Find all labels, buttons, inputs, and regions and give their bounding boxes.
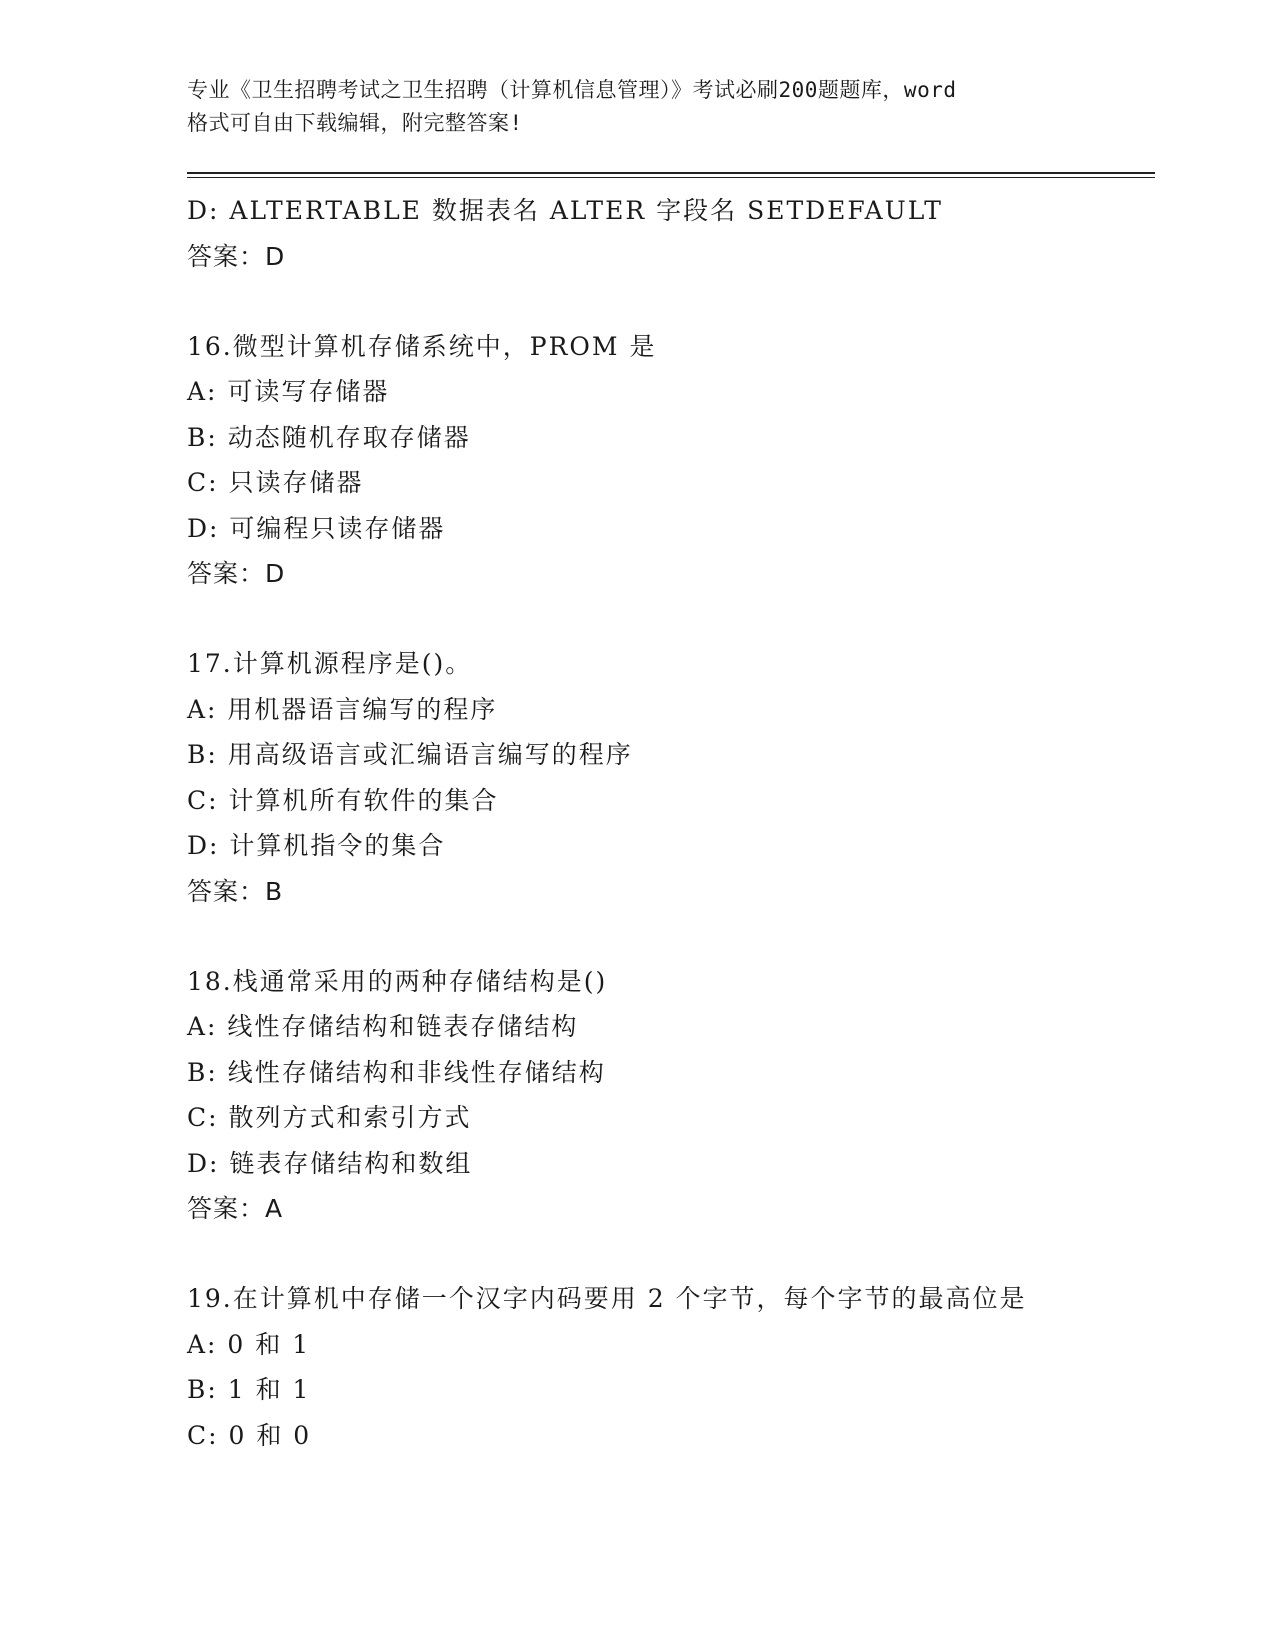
header-divider-thick — [187, 172, 1155, 174]
option-a: A: 线性存储结构和链表存储结构 — [187, 1012, 579, 1041]
question-stem: 18.栈通常采用的两种存储结构是() — [187, 966, 608, 996]
header-divider-thin — [187, 177, 1155, 178]
option-c: C: 散列方式和索引方式 — [187, 1103, 472, 1132]
option-c: C: 计算机所有软件的集合 — [187, 785, 499, 815]
answer-line: 答案：A — [187, 1194, 284, 1223]
option-a: A: 用机器语言编写的程序 — [187, 694, 498, 724]
option-b: B: 1 和 1 — [187, 1375, 311, 1404]
option-b: B: 线性存储结构和非线性存储结构 — [187, 1057, 606, 1087]
question-list — [187, 188, 1147, 1458]
question-block-16 — [187, 324, 1147, 598]
answer-line: 答案：D — [187, 241, 286, 271]
option-c: C: 0 和 0 — [187, 1420, 312, 1450]
answer-line: 答案：D — [187, 559, 286, 588]
option-d: D: 链表存储结构和数组 — [187, 1148, 473, 1178]
option-b: B: 动态随机存取存储器 — [187, 422, 471, 452]
option-c: C: 只读存储器 — [187, 468, 364, 497]
option-d-fragment: D: ALTERTABLE 数据表名 ALTER 字段名 SETDEFAULT — [187, 196, 943, 225]
question-block-19 — [187, 1276, 1147, 1458]
option-a: A: 0 和 1 — [187, 1329, 311, 1359]
option-a: A: 可读写存储器 — [187, 377, 390, 406]
document-header — [187, 74, 1087, 140]
answer-line: 答案：B — [187, 876, 284, 906]
header-line-1: 专业《卫生招聘考试之卫生招聘（计算机信息管理）》考试必刷200题题库，word — [187, 78, 957, 102]
option-d: D: 计算机指令的集合 — [187, 831, 446, 860]
question-stem: 17.计算机源程序是()。 — [187, 649, 473, 678]
header-line-2: 格式可自由下载编辑，附完整答案! — [187, 111, 523, 135]
question-stem: 16.微型计算机存储系统中，PROM 是 — [187, 331, 657, 361]
option-d: D: 可编程只读存储器 — [187, 513, 446, 543]
question-block-18 — [187, 959, 1147, 1233]
option-b: B: 用高级语言或汇编语言编写的程序 — [187, 740, 633, 769]
question-stem: 19.在计算机中存储一个汉字内码要用 2 个字节，每个字节的最高位是 — [187, 1284, 1027, 1313]
question-block-17 — [187, 641, 1147, 915]
